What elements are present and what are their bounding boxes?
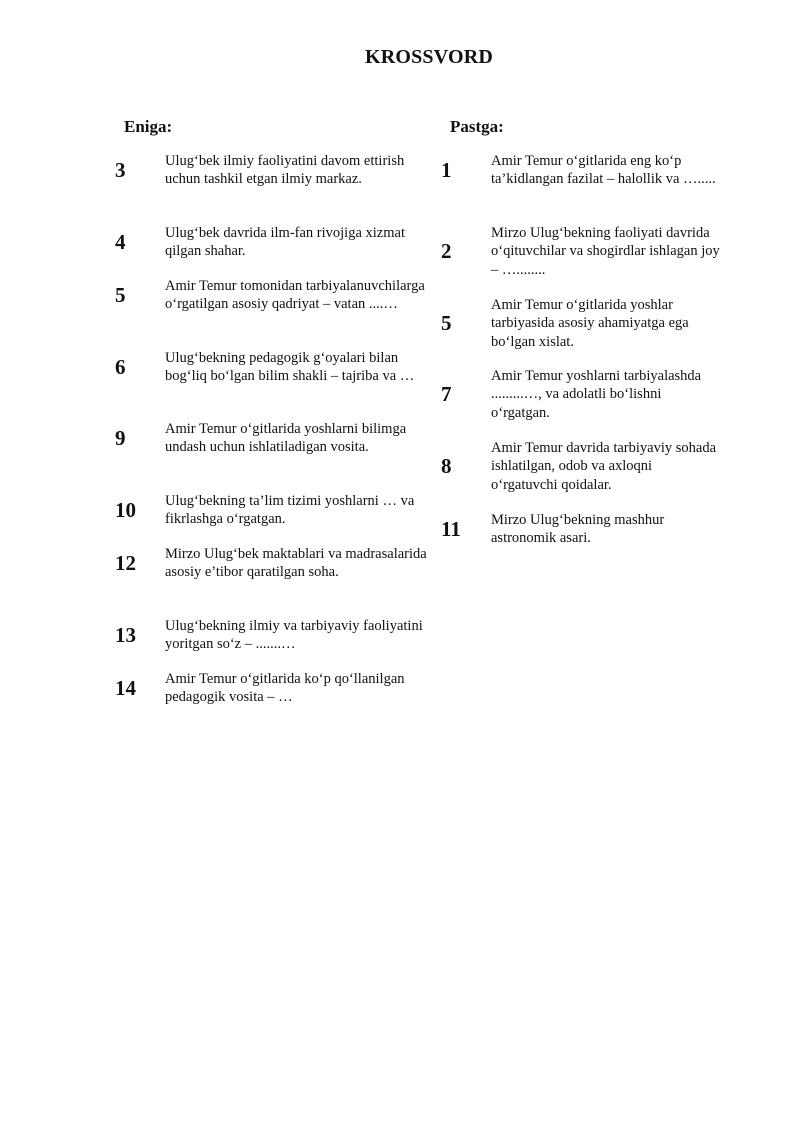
clue-number: 6 — [115, 354, 126, 379]
clue-text: Ulug‘bek ilmiy faoliyatini davom ettirish uchun tashkil etgan ilmiy markaz. — [165, 153, 405, 188]
clue-number: 9 — [115, 425, 126, 450]
clue-text: Amir Temur o‘gitlarida ko‘p qo‘llanilgan pedagogik vosita – … — [165, 671, 405, 706]
clue-text: Mirzo Ulug‘bekning faoliyati davrida o‘qituvchilar va shogirdlar ishlagan joy – …........ — [491, 225, 720, 278]
clue-number: 3 — [115, 157, 126, 182]
down-clue-8 — [441, 439, 721, 494]
clue-number: 11 — [441, 516, 461, 541]
clue-text: Amir Temur yoshlarni tarbiyalashda .........…, va adolatli bo‘lishni o‘rgatgan. — [491, 368, 702, 421]
page-title: KROSSVORD — [364, 46, 494, 68]
across-clue-6 — [115, 349, 430, 386]
across-clue-12 — [115, 545, 430, 582]
down-clue-2 — [441, 224, 721, 279]
clue-text: Ulug‘bek davrida ilm-fan rivojiga xizmat qilgan shahar. — [165, 225, 405, 260]
clue-number: 14 — [115, 675, 136, 700]
clue-text: Ulug‘bekning pedagogik g‘oyalari bilan bog‘liq bo‘lgan bilim shakli – tajriba va … — [165, 350, 415, 385]
down-clue-7 — [441, 367, 721, 422]
clue-text: Amir Temur o‘gitlarida yoshlar tarbiyasida asosiy ahamiyatga ega bo‘lgan xislat. — [491, 297, 689, 350]
clue-number: 8 — [441, 454, 452, 479]
across-clue-14 — [115, 670, 430, 707]
clue-number: 7 — [441, 382, 452, 407]
clue-text: Amir Temur o‘gitlarida eng ko‘p ta’kidlangan fazilat – halollik va …..... — [491, 153, 716, 188]
clue-text: Mirzo Ulug‘bek maktablari va madrasalarida asosiy e’tibor qaratilgan soha. — [165, 546, 427, 581]
clue-text: Amir Temur tomonidan tarbiyalanuvchilarga o‘rgatilgan asosiy qadriyat – vatan ....… — [165, 278, 425, 313]
down-clue-5 — [441, 296, 721, 351]
down-clue-1 — [441, 152, 721, 189]
down-heading: Pastga: — [450, 117, 504, 136]
clue-number: 13 — [115, 622, 136, 647]
across-heading: Eniga: — [124, 117, 173, 136]
across-clue-5 — [115, 277, 430, 314]
clue-number: 4 — [115, 229, 126, 254]
clue-number: 5 — [441, 311, 452, 336]
down-clue-11 — [441, 511, 721, 548]
across-clue-13 — [115, 617, 430, 654]
across-clue-3 — [115, 152, 430, 189]
clue-number: 2 — [441, 239, 452, 264]
clue-text: Ulug‘bekning ta’lim tizimi yoshlarni … va fikrlashga o‘rgatgan. — [165, 493, 415, 528]
clue-number: 10 — [115, 497, 136, 522]
clue-number: 5 — [115, 282, 126, 307]
across-clue-10 — [115, 492, 430, 529]
across-clue-9 — [115, 420, 430, 457]
clue-text: Ulug‘bekning ilmiy va tarbiyaviy faoliyatini yoritgan so‘z – .......… — [165, 618, 423, 653]
clue-number: 12 — [115, 550, 136, 575]
clue-text: Amir Temur davrida tarbiyaviy sohada ishlatilgan, odob va axloqni o‘rgatuvchi qoidalar. — [491, 440, 717, 493]
clue-text: Mirzo Ulug‘bekning mashhur astronomik asari. — [491, 512, 665, 547]
clue-text: Amir Temur o‘gitlarida yoshlarni bilimga undash uchun ishlatiladigan vosita. — [165, 421, 407, 456]
across-clue-4 — [115, 224, 430, 261]
clue-number: 1 — [441, 157, 452, 182]
